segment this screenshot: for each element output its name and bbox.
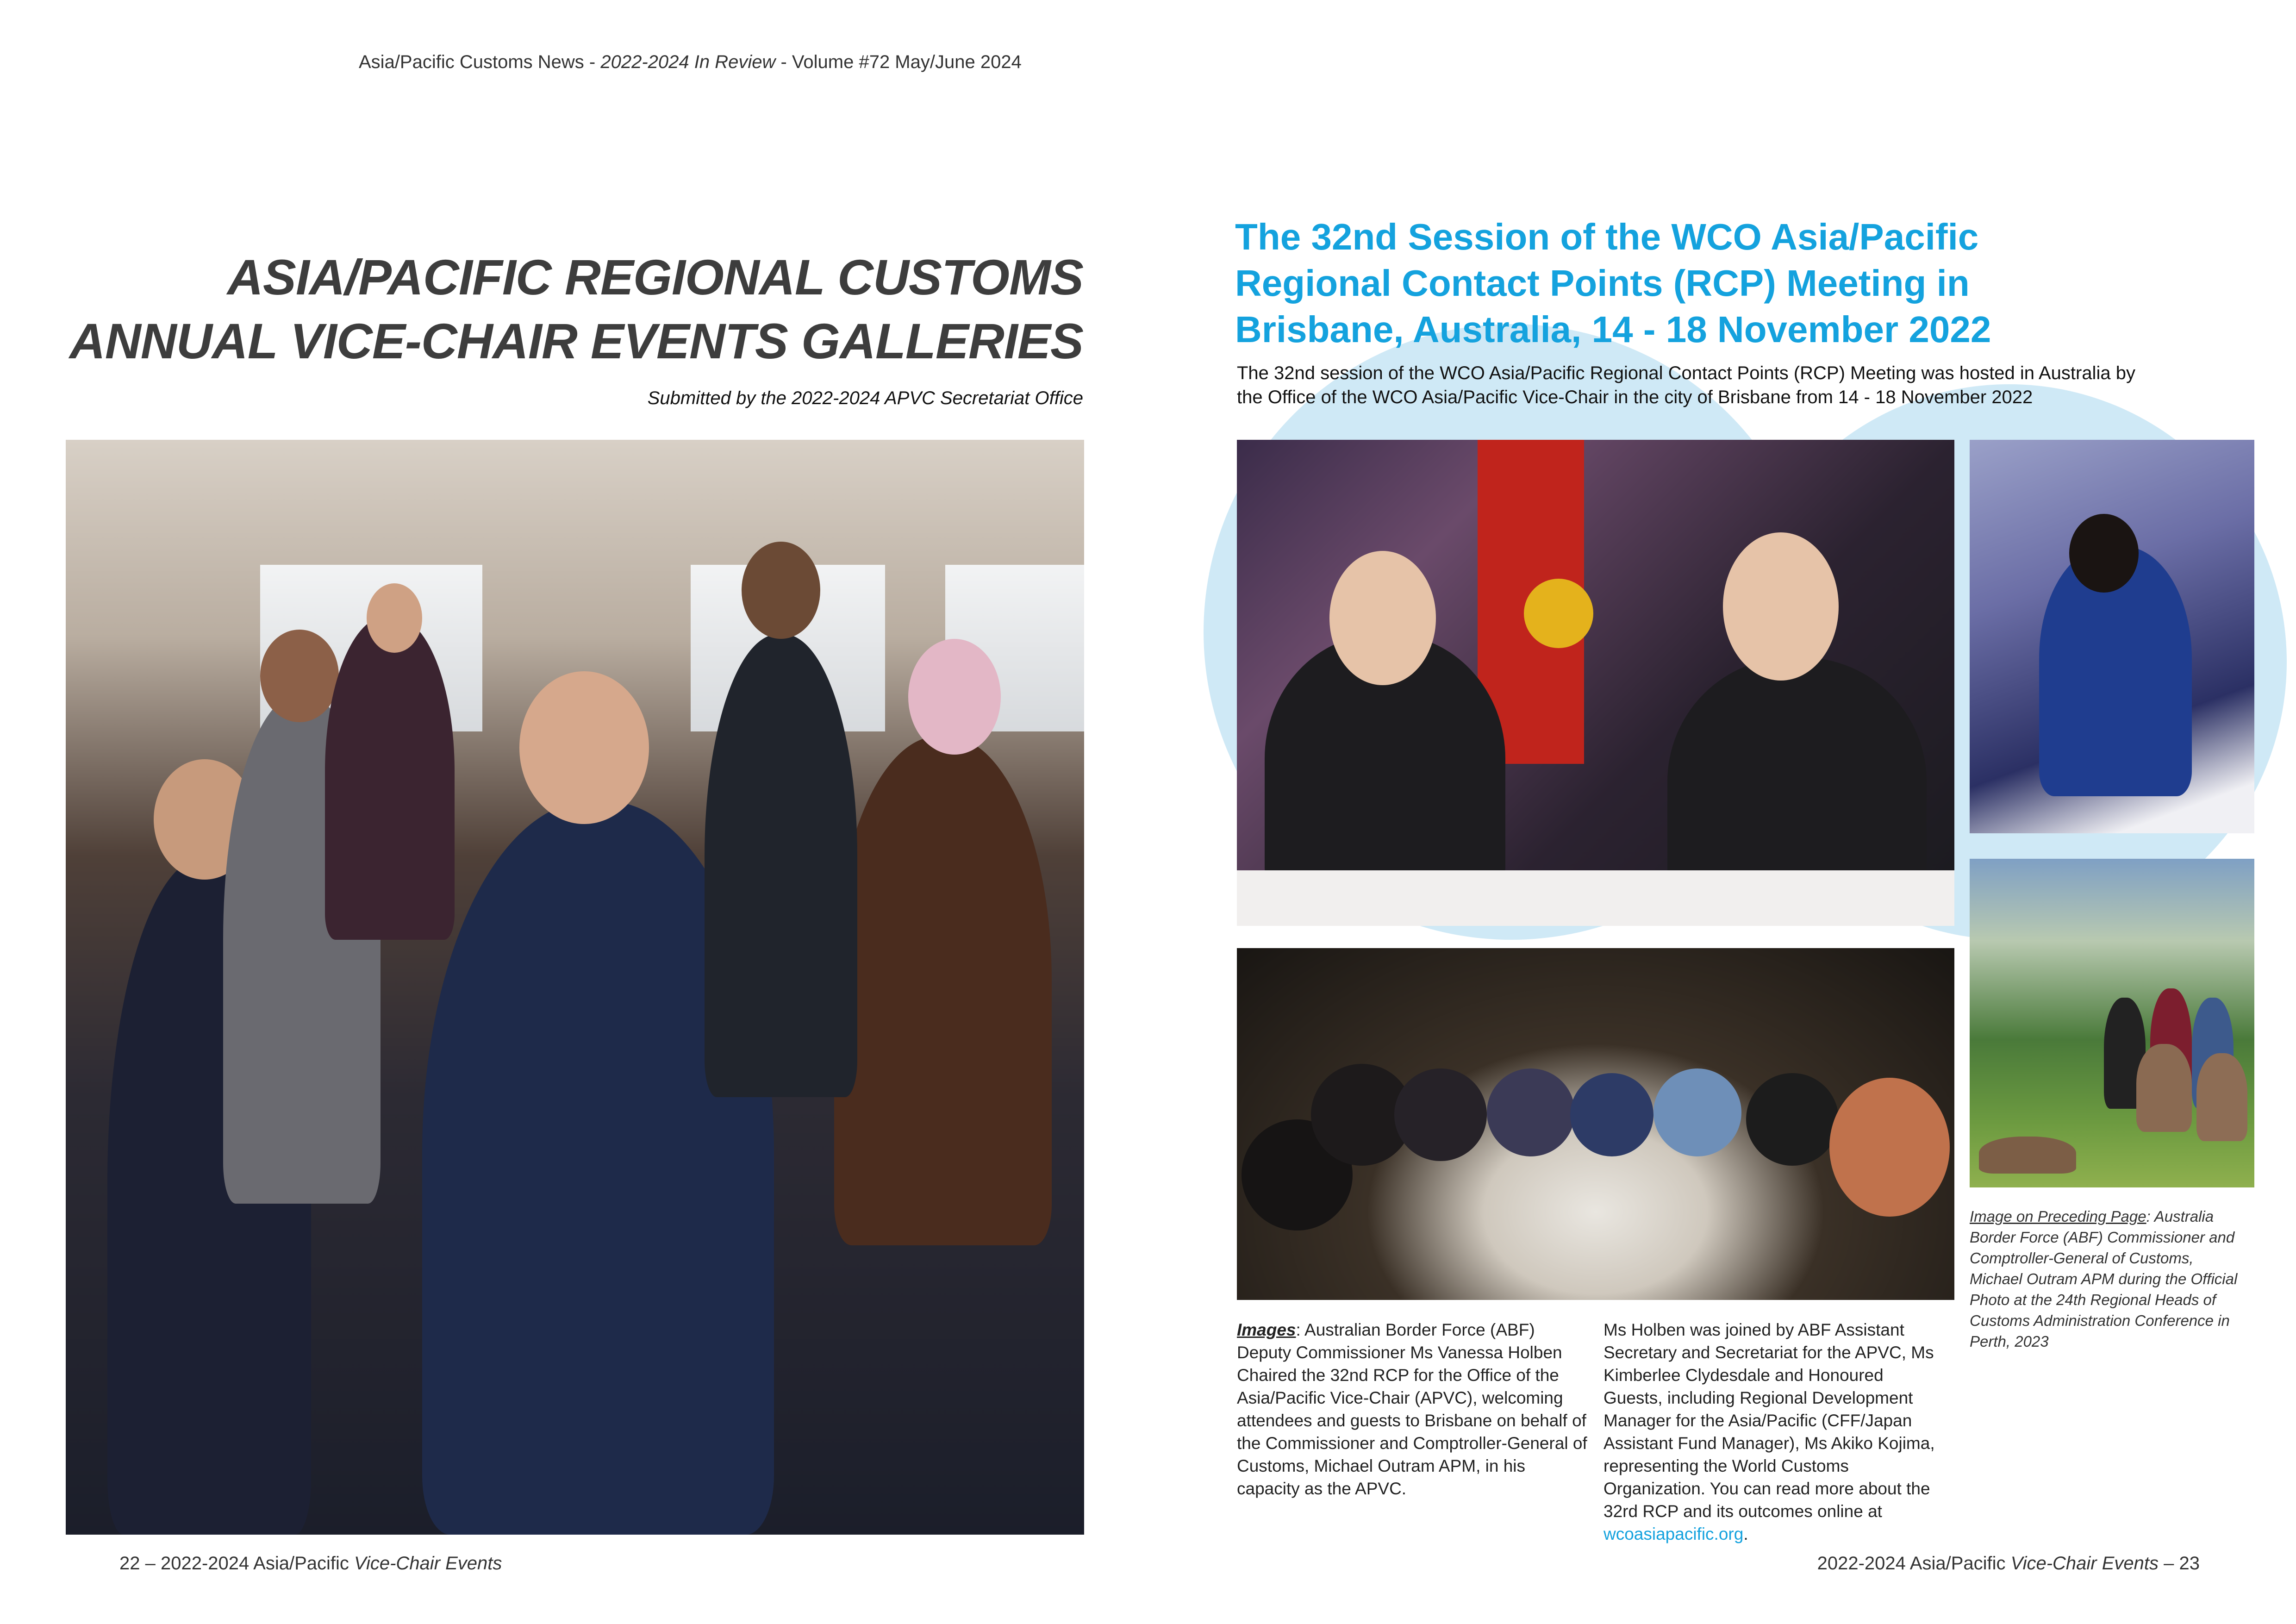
article-intro-line1: The 32nd session of the WCO Asia/Pacific Regional Contact Points (RCP) Meeting was hosted in Australia by [1237, 363, 2135, 383]
photo-face [260, 630, 339, 722]
caption-images-text: : Australian Border Force (ABF) Deputy Commissioner Ms Vanessa Holben Chaired the 32nd RCP for the Office of the Asia/Pacific Vice-Chair (APVC), welcoming attendees and guests to Brisbane on behalf of the Commissioner and Comptroller-General of Customs, Michael Outram APM, in his capacity as the APVC. [1237, 1320, 1587, 1498]
photo-flag-emblem [1524, 579, 1593, 648]
photo-desk [1237, 870, 1954, 926]
caption-middle-suffix: . [1743, 1524, 1748, 1543]
footer-right-suffix: – 23 [2159, 1553, 2200, 1574]
photo-dinner-group [1237, 948, 1954, 1300]
caption-images-label: Images [1237, 1320, 1296, 1339]
wco-link[interactable]: wcoasiapacific.org [1603, 1524, 1744, 1543]
article-title-line2: Regional Contact Points (RCP) Meeting in [1235, 262, 1970, 304]
footer-left-italic: Vice-Chair Events [354, 1553, 502, 1574]
running-head-c: - Volume #72 May/June 2024 [775, 52, 1022, 72]
photo-speaker [1970, 440, 2254, 833]
article-intro [1237, 361, 2209, 409]
caption-middle [1603, 1318, 1937, 1545]
photo-kangaroo [2136, 1044, 2192, 1132]
photo-rcp-chair [1237, 440, 1954, 926]
photo-commissioner-applauding [66, 440, 1084, 1535]
photo-face [367, 583, 422, 653]
photo-figure [705, 634, 857, 1097]
photo-face [908, 639, 1001, 755]
footer-right [1817, 1553, 2200, 1574]
running-head-b: 2022-2024 In Review [600, 52, 776, 72]
caption-preceding-label: Image on Preceding Page [1970, 1208, 2146, 1225]
photo-face [519, 671, 649, 824]
footer-right-italic: Vice-Chair Events [2010, 1553, 2159, 1574]
photo-face [1723, 532, 1839, 681]
left-title-line2: ANNUAL VICE-CHAIR EVENTS GALLERIES [69, 313, 1083, 369]
photo-figure [1570, 1073, 1653, 1156]
left-page-title [65, 245, 1083, 373]
photo-figure [1653, 1068, 1741, 1156]
article-title-line1: The 32nd Session of the WCO Asia/Pacific [1235, 216, 1979, 257]
left-title-line1: ASIA/PACIFIC REGIONAL CUSTOMS [227, 249, 1083, 305]
photo-figure [1394, 1068, 1487, 1161]
article-title [1235, 214, 2115, 353]
article-title-line3: Brisbane, Australia, 14 - 18 November 2022 [1235, 309, 1991, 350]
caption-preceding-page [1970, 1206, 2247, 1352]
running-head-a: Asia/Pacific Customs News - [359, 52, 601, 72]
photo-face [1329, 551, 1436, 685]
photo-figure [1746, 1073, 1839, 1166]
article-intro-line2: the Office of the WCO Asia/Pacific Vice-Chair in the city of Brisbane from 14 - 18 November 2022 [1237, 387, 2033, 407]
photo-figure [834, 736, 1052, 1245]
photo-kangaroo-park [1970, 859, 2254, 1187]
footer-left-prefix: 22 – 2022-2024 Asia/Pacific [119, 1553, 355, 1574]
photo-figure [325, 616, 455, 940]
caption-middle-text: Ms Holben was joined by ABF Assistant Secretary and Secretariat for the APVC, Ms Kimberlee Clydesdale and Honoured Guests, including Regional Development Manager for the Asia/Pacific (CFF/Japan Assistant Fund Manager), Ms Akiko Kojima, representing the World Customs Organization. You can read more about the 32rd RCP and its outcomes online at [1603, 1320, 1935, 1521]
photo-figure [1487, 1068, 1575, 1156]
caption-images [1237, 1318, 1589, 1500]
photo-face [742, 542, 820, 639]
caption-preceding-text: : Australia Border Force (ABF) Commissioner and Comptroller-General of Customs, Michael Outram APM during the Official Photo at the 24th Regional Heads of Customs Administration Conference in Perth, 2023 [1970, 1208, 2238, 1350]
footer-right-prefix: 2022-2024 Asia/Pacific [1817, 1553, 2011, 1574]
photo-face [2069, 514, 2139, 593]
footer-left [119, 1553, 502, 1574]
photo-kangaroo [1979, 1137, 2076, 1174]
running-head [359, 52, 1022, 73]
photo-kangaroo [2196, 1053, 2247, 1141]
submitted-by: Submitted by the 2022-2024 APVC Secretariat Office [647, 388, 1083, 408]
photo-figure [1829, 1078, 1950, 1217]
